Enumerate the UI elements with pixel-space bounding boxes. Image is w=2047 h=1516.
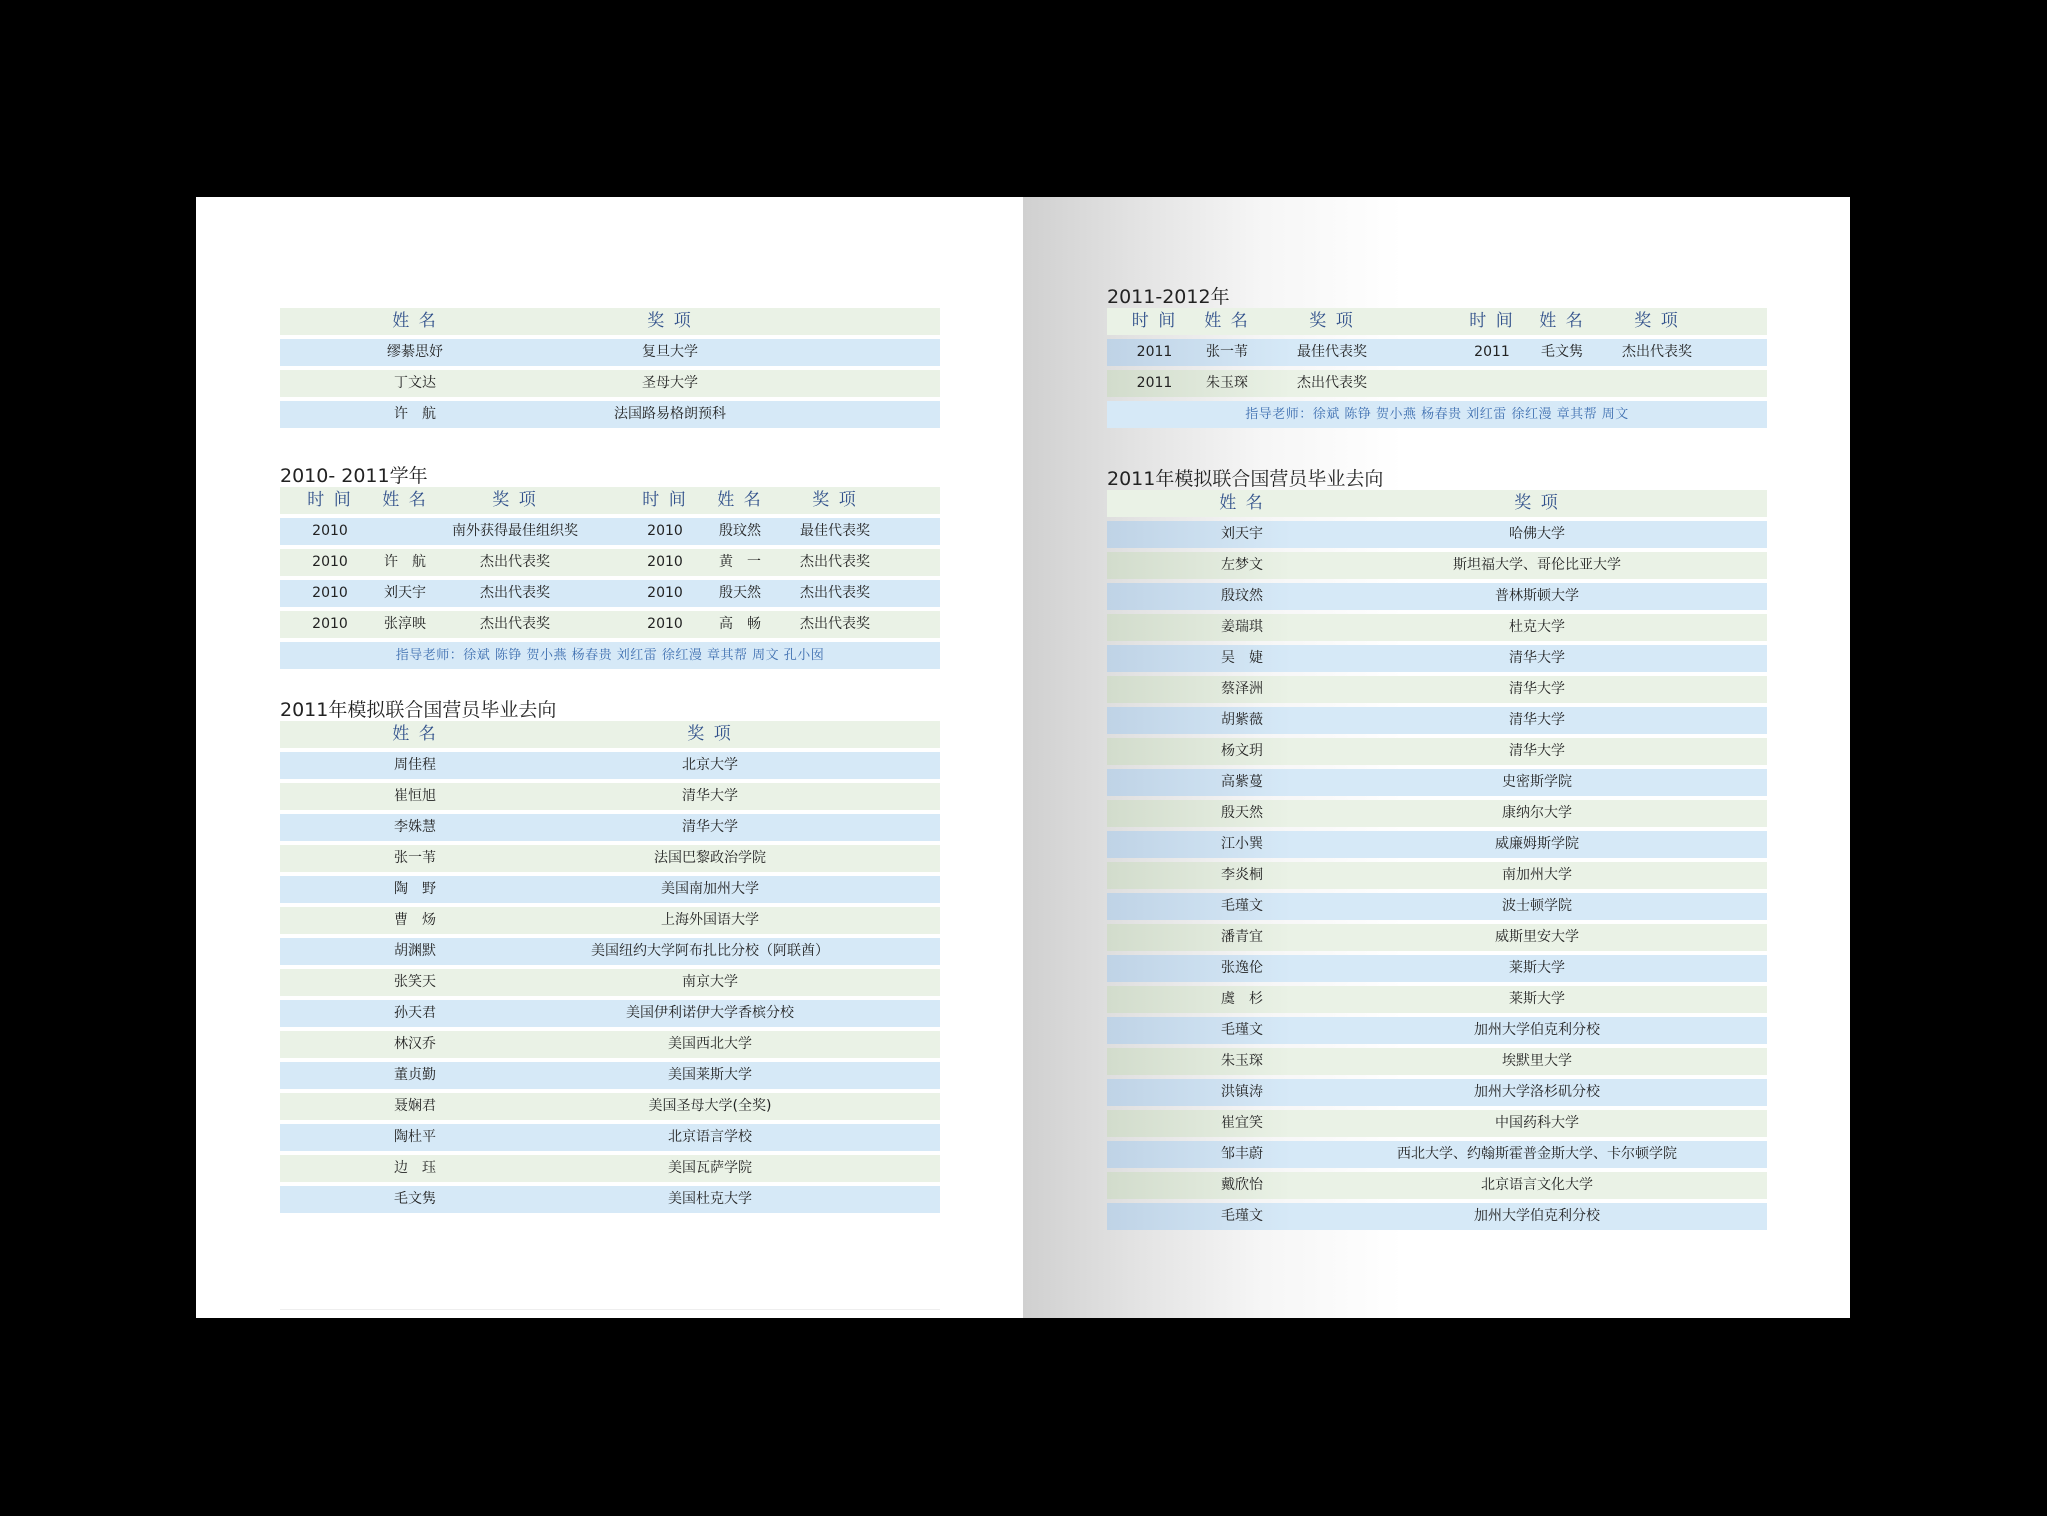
student-name: 高 畅	[719, 616, 761, 632]
table-row	[1107, 552, 1767, 579]
student-name: 潘青宜	[1221, 929, 1263, 945]
table-row	[280, 969, 940, 996]
table-row	[280, 1155, 940, 1182]
destination: 复旦大学	[642, 344, 698, 360]
header-award: 奖 项	[812, 490, 858, 510]
student-name: 胡紫薇	[1221, 712, 1263, 728]
table-row	[280, 1062, 940, 1089]
award-year: 2011	[1136, 344, 1173, 360]
student-name: 许 航	[384, 554, 426, 570]
student-name: 孙天君	[394, 1005, 436, 1021]
table-row	[1107, 1079, 1767, 1106]
header-award: 奖 项	[647, 311, 693, 331]
student-name: 董贞勤	[394, 1067, 436, 1083]
student-name: 黄 一	[719, 554, 761, 570]
table-row	[1107, 924, 1767, 951]
destination: 美国南加州大学	[661, 881, 759, 897]
table-row	[1107, 676, 1767, 703]
award-year: 2010	[647, 585, 683, 601]
award-name: 杰出代表奖	[1622, 344, 1692, 360]
student-name: 曹 炀	[394, 912, 436, 928]
table-row	[1107, 986, 1767, 1013]
destination: 美国伊利诺伊大学香槟分校	[626, 1005, 794, 1021]
student-name: 邹丰蔚	[1221, 1146, 1263, 1162]
student-name: 姜瑞琪	[1221, 619, 1263, 635]
award-name: 杰出代表奖	[800, 616, 870, 632]
award-name: 杰出代表奖	[480, 616, 550, 632]
header-time: 时 间	[1131, 311, 1178, 331]
table-row	[1107, 831, 1767, 858]
header-award: 奖 项	[1634, 311, 1680, 331]
student-name: 殷天然	[1221, 805, 1263, 821]
header-award: 奖 项	[687, 724, 733, 744]
table-row	[1107, 707, 1767, 734]
student-name: 戴欣怡	[1221, 1177, 1263, 1193]
student-name: 张淳映	[384, 616, 426, 632]
header-name: 姓 名	[382, 490, 428, 510]
header-award: 奖 项	[1514, 493, 1560, 513]
award-name: 杰出代表奖	[800, 554, 870, 570]
student-name: 蔡泽洲	[1221, 681, 1263, 697]
header-award: 奖 项	[492, 490, 538, 510]
table-row	[1107, 1141, 1767, 1168]
destination: 普林斯顿大学	[1495, 588, 1579, 604]
destination: 北京语言学校	[668, 1129, 752, 1145]
student-name: 崔恒旭	[394, 788, 436, 804]
student-name: 胡渊默	[394, 943, 436, 959]
destination: 威廉姆斯学院	[1495, 836, 1579, 852]
student-name: 毛瑾文	[1221, 898, 1263, 914]
student-name: 刘天宇	[384, 585, 426, 601]
destination: 法国路易格朗预科	[614, 406, 726, 422]
table-row	[280, 752, 940, 779]
teacher-list: 指导老师：徐斌 陈铮 贺小燕 杨春贵 刘红雷 徐红漫 章其帮 周文 孔小囡	[280, 642, 940, 669]
table-row	[1107, 1017, 1767, 1044]
section-title: 2011年模拟联合国营员毕业去向	[280, 699, 557, 721]
student-name: 毛瑾文	[1221, 1208, 1263, 1224]
destination: 美国西北大学	[668, 1036, 752, 1052]
table-row	[1107, 1110, 1767, 1137]
table-row	[1107, 893, 1767, 920]
award-year: 2010	[312, 554, 348, 570]
destination: 哈佛大学	[1509, 526, 1565, 542]
student-name: 毛瑾文	[1221, 1022, 1263, 1038]
right-page	[1023, 197, 1850, 1318]
student-name: 周佳程	[394, 757, 436, 773]
destination: 上海外国语大学	[661, 912, 759, 928]
destination: 美国莱斯大学	[668, 1067, 752, 1083]
student-name: 江小巽	[1221, 836, 1263, 852]
table-row	[1107, 614, 1767, 641]
destination: 清华大学	[1509, 743, 1565, 759]
student-name: 朱玉琛	[1206, 375, 1248, 391]
destination: 斯坦福大学、哥伦比亚大学	[1453, 557, 1621, 573]
award-name: 杰出代表奖	[1297, 375, 1367, 391]
student-name: 张笑天	[394, 974, 436, 990]
award-year: 2010	[312, 585, 348, 601]
award-name: 杰出代表奖	[800, 585, 870, 601]
left-page	[196, 197, 1023, 1318]
award-year: 2010	[647, 554, 683, 570]
destination: 史密斯学院	[1502, 774, 1572, 790]
header-name: 姓 名	[717, 490, 763, 510]
destination: 埃默里大学	[1502, 1053, 1572, 1069]
destination: 清华大学	[682, 819, 738, 835]
table-header	[280, 308, 940, 335]
award-name: 最佳代表奖	[1297, 344, 1367, 360]
header-time: 时 间	[642, 490, 688, 510]
table-row	[1107, 1048, 1767, 1075]
student-name: 李炎桐	[1221, 867, 1263, 883]
student-name: 边 珏	[394, 1160, 436, 1176]
award-year: 2010	[647, 523, 683, 539]
destination: 南加州大学	[1502, 867, 1572, 883]
student-name: 吴 婕	[1221, 650, 1263, 666]
table-row	[280, 339, 940, 366]
destination: 中国药科大学	[1495, 1115, 1579, 1131]
table-row	[280, 907, 940, 934]
student-name: 陶 野	[394, 881, 436, 897]
header-name: 姓 名	[1539, 311, 1585, 331]
table-row	[1107, 738, 1767, 765]
student-name: 朱玉琛	[1221, 1053, 1263, 1069]
award-year: 2011	[1474, 344, 1510, 360]
destination: 康纳尔大学	[1502, 805, 1572, 821]
header-award: 奖 项	[1309, 311, 1355, 331]
student-name: 左梦文	[1221, 557, 1263, 573]
student-name: 高紫蔓	[1221, 774, 1263, 790]
table-row	[280, 401, 940, 428]
table-row	[1107, 370, 1767, 397]
teacher-list: 指导老师：徐斌 陈铮 贺小燕 杨春贵 刘红雷 徐红漫 章其帮 周文	[1107, 401, 1767, 428]
table-header	[1107, 490, 1767, 517]
student-name: 张一苇	[394, 850, 436, 866]
destination: 美国圣母大学(全奖)	[648, 1098, 772, 1114]
destination: 圣母大学	[642, 375, 698, 391]
table-row	[280, 1031, 940, 1058]
header-name: 姓 名	[392, 311, 438, 331]
table-header	[280, 721, 940, 748]
student-name: 张一苇	[1206, 344, 1248, 360]
table-row	[280, 1186, 940, 1213]
destination: 清华大学	[682, 788, 738, 804]
destination: 加州大学伯克利分校	[1474, 1022, 1600, 1038]
table-row	[1107, 645, 1767, 672]
student-name: 李姝慧	[394, 819, 436, 835]
student-name: 毛文隽	[1541, 344, 1583, 360]
table-row	[280, 580, 940, 607]
table-row	[1107, 1172, 1767, 1199]
student-name: 张逸伦	[1221, 960, 1263, 976]
student-name: 丁文达	[394, 375, 436, 391]
destination: 莱斯大学	[1509, 960, 1565, 976]
destination: 美国纽约大学阿布扎比分校（阿联酋）	[591, 943, 829, 959]
award-year: 2010	[647, 616, 683, 632]
award-year: 2010	[312, 616, 348, 632]
student-name: 缪綦思妤	[387, 344, 443, 360]
header-time: 时 间	[307, 490, 353, 510]
table-row	[1107, 800, 1767, 827]
destination: 波士顿学院	[1502, 898, 1572, 914]
student-name: 刘天宇	[1221, 526, 1263, 542]
destination: 美国杜克大学	[668, 1191, 752, 1207]
section-title: 2011年模拟联合国营员毕业去向	[1107, 468, 1384, 490]
award-year: 2010	[312, 523, 348, 539]
award-name: 最佳代表奖	[800, 523, 870, 539]
destination: 加州大学伯克利分校	[1474, 1208, 1600, 1224]
section-title: 2010- 2011学年	[280, 465, 428, 487]
header-name: 姓 名	[392, 724, 438, 744]
award-year: 2011	[1136, 375, 1173, 391]
table-row	[280, 783, 940, 810]
destination: 杜克大学	[1509, 619, 1565, 635]
destination: 加州大学洛杉矶分校	[1474, 1084, 1600, 1100]
table-row	[280, 1124, 940, 1151]
destination: 美国瓦萨学院	[668, 1160, 752, 1176]
student-name: 崔宜笑	[1221, 1115, 1263, 1131]
table-row	[280, 845, 940, 872]
destination: 南京大学	[682, 974, 738, 990]
table-row	[1107, 1203, 1767, 1230]
table-row	[280, 370, 940, 397]
table-row	[280, 1093, 940, 1120]
table-row	[1107, 955, 1767, 982]
destination: 清华大学	[1509, 650, 1565, 666]
table-row	[1107, 862, 1767, 889]
table-header	[1107, 308, 1767, 335]
table-row	[280, 938, 940, 965]
student-name: 殷天然	[719, 585, 761, 601]
destination: 西北大学、约翰斯霍普金斯大学、卡尔顿学院	[1397, 1146, 1677, 1162]
student-name: 洪镇涛	[1221, 1084, 1263, 1100]
destination: 清华大学	[1509, 681, 1565, 697]
student-name: 殷玟然	[1221, 588, 1263, 604]
table-row	[280, 611, 940, 638]
destination: 威斯里安大学	[1495, 929, 1579, 945]
destination: 清华大学	[1509, 712, 1565, 728]
header-name: 姓 名	[1219, 493, 1265, 513]
student-name: 聂娴君	[394, 1098, 436, 1114]
destination: 北京大学	[682, 757, 738, 773]
header-time: 时 间	[1469, 311, 1515, 331]
table-row	[280, 549, 940, 576]
table-row	[1107, 521, 1767, 548]
student-name: 陶杜平	[394, 1129, 436, 1145]
table-row	[280, 876, 940, 903]
award-name: 杰出代表奖	[480, 554, 550, 570]
student-name: 殷玟然	[719, 523, 761, 539]
header-name: 姓 名	[1204, 311, 1250, 331]
student-name: 林汉乔	[394, 1036, 436, 1052]
destination: 法国巴黎政治学院	[654, 850, 766, 866]
destination: 北京语言文化大学	[1481, 1177, 1593, 1193]
table-header	[280, 487, 940, 514]
destination: 莱斯大学	[1509, 991, 1565, 1007]
student-name: 许 航	[394, 406, 436, 422]
table-row	[1107, 339, 1767, 366]
student-name: 虞 杉	[1221, 991, 1263, 1007]
section-title: 2011-2012年	[1107, 286, 1230, 308]
table-row	[280, 1000, 940, 1027]
table-row	[280, 518, 940, 545]
footer-rule	[280, 1309, 940, 1310]
table-row	[1107, 769, 1767, 796]
award-name: 杰出代表奖	[480, 585, 550, 601]
student-name: 杨文玥	[1221, 743, 1263, 759]
student-name: 毛文隽	[394, 1191, 436, 1207]
table-row	[1107, 583, 1767, 610]
award-name: 南外获得最佳组织奖	[452, 523, 578, 539]
table-row	[280, 814, 940, 841]
